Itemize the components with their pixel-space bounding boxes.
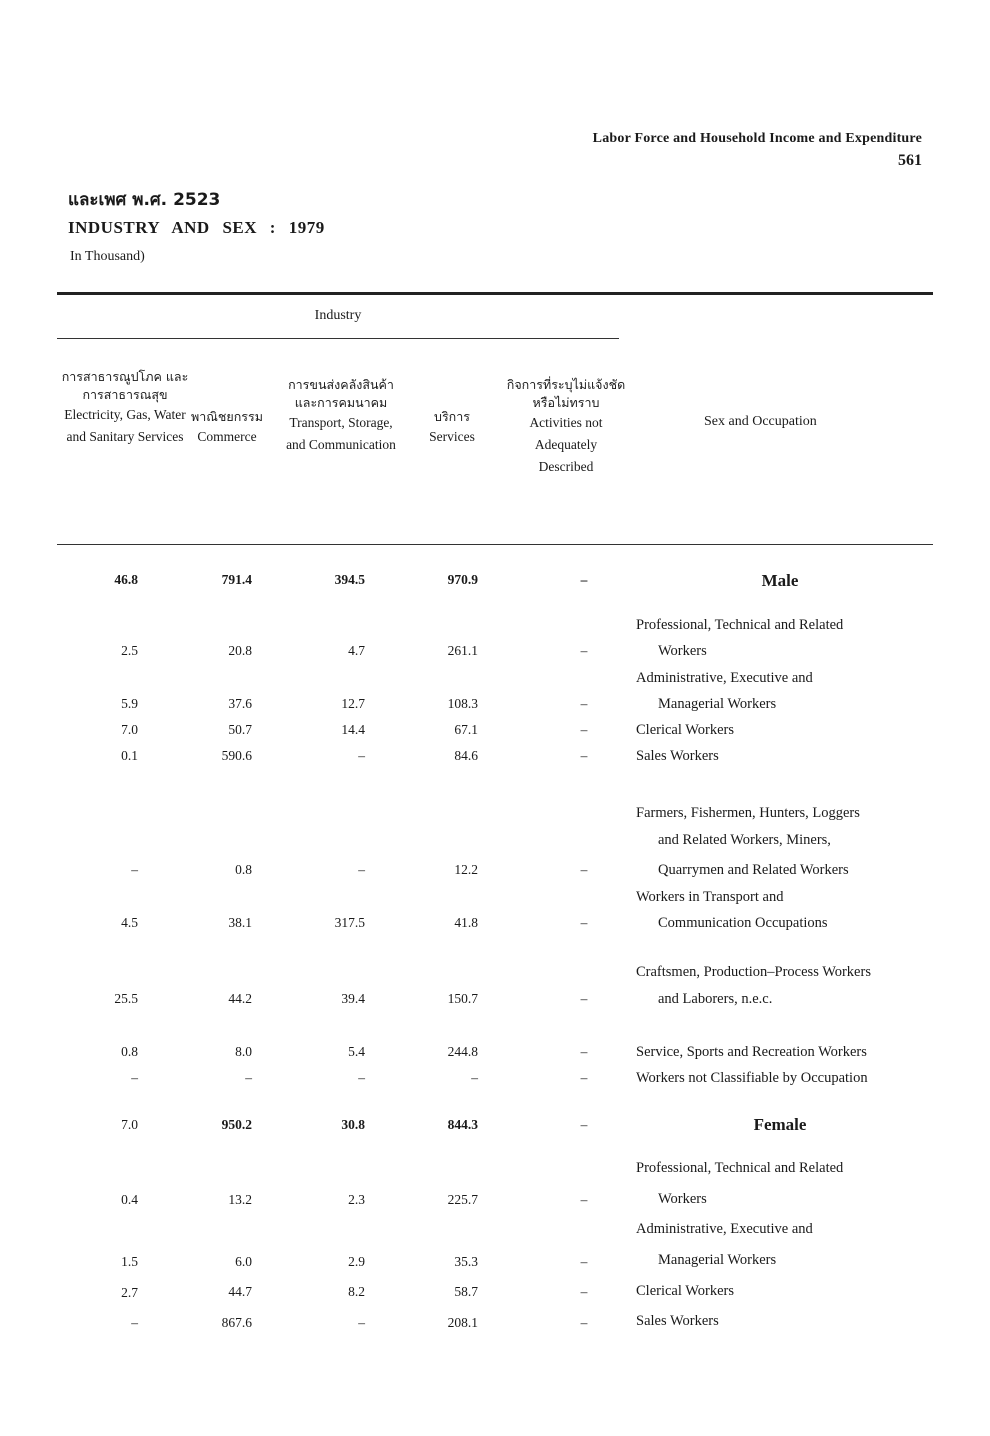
table-cell: –: [580, 991, 588, 1006]
column-header-transport: [280, 376, 402, 456]
table-cell: 44.7: [228, 1284, 252, 1299]
group-rule: [57, 338, 619, 339]
table-cell: 0.4: [121, 1192, 138, 1207]
column-header-services: [412, 408, 492, 448]
row-label: Farmers, Fishermen, Hunters, Loggers: [636, 805, 860, 821]
table-title: INDUSTRY AND SEX : 1979: [68, 218, 325, 237]
table-cell: 39.4: [341, 991, 365, 1006]
table-cell: –: [580, 572, 588, 587]
row-label: Clerical Workers: [636, 1283, 735, 1299]
column-header-english: Electricity, Gas, Water and Sanitary Services: [64, 407, 186, 444]
table-cell: –: [131, 1070, 138, 1085]
column-header-sex-occupation: Sex and Occupation: [704, 414, 817, 429]
section-heading-male: Male: [761, 571, 799, 590]
row-label: and Laborers, n.e.c.: [658, 991, 773, 1007]
table-cell: 67.1: [454, 722, 478, 737]
table-cell: 8.2: [348, 1284, 365, 1299]
column-header-thai: พาณิชยกรรม: [191, 409, 263, 424]
table-cell: –: [580, 643, 588, 658]
column-header-not-described: [506, 376, 626, 478]
table-cell: 394.5: [334, 572, 365, 587]
table-cell: –: [580, 722, 588, 737]
table-cell: 244.8: [447, 1044, 478, 1059]
table-cell: 38.1: [228, 915, 252, 930]
row-label: Administrative, Executive and: [636, 1221, 813, 1237]
table-cell: 5.4: [348, 1044, 365, 1059]
table-cell: 41.8: [454, 915, 478, 930]
section-heading-female: Female: [753, 1115, 807, 1134]
table-cell: –: [245, 1070, 252, 1085]
table-cell: –: [580, 915, 588, 930]
table-cell: 6.0: [235, 1254, 252, 1269]
table-cell: 30.8: [341, 1117, 365, 1132]
column-header-english: Commerce: [197, 429, 257, 444]
table-cell: –: [580, 1044, 588, 1059]
thai-title: และเพศ พ.ศ. 2523: [68, 190, 221, 210]
table-cell: 46.8: [114, 572, 138, 587]
column-header-english: Activities not Adequately Described: [529, 415, 603, 474]
row-label: Quarrymen and Related Workers: [658, 862, 849, 878]
table-cell: 225.7: [447, 1192, 478, 1207]
table-cell: 791.4: [221, 572, 252, 587]
table-cell: 7.0: [121, 722, 138, 737]
table-cell: 590.6: [221, 748, 252, 763]
table-cell: 0.8: [235, 862, 252, 877]
row-label: Sales Workers: [636, 748, 719, 764]
table-cell: 0.1: [121, 748, 138, 763]
table-cell: –: [131, 862, 138, 877]
row-label: Workers: [658, 643, 707, 659]
table-cell: –: [358, 1070, 365, 1085]
row-label: Managerial Workers: [658, 696, 777, 712]
table-cell: 25.5: [114, 991, 138, 1006]
table-cell: 20.8: [228, 643, 252, 658]
table-cell: 108.3: [447, 696, 478, 711]
table-cell: –: [471, 1070, 478, 1085]
row-label: Craftsmen, Production–Process Workers: [636, 964, 871, 980]
table-cell: 8.0: [235, 1044, 252, 1059]
table-cell: 867.6: [221, 1315, 252, 1330]
column-header-thai: การสาธารณูปโภค และการสาธารณสุข: [61, 369, 189, 402]
table-cell: 12.7: [341, 696, 365, 711]
row-label: Clerical Workers: [636, 722, 735, 738]
table-cell: 2.5: [121, 643, 138, 658]
table-cell: –: [580, 1315, 588, 1330]
table-cell: 44.2: [228, 991, 252, 1006]
table-cell: 2.9: [348, 1254, 365, 1269]
column-header-thai: กิจการที่ระบุไม่แจ้งชัดหรือไม่ทราบ: [506, 377, 626, 410]
table-cell: 0.8: [121, 1044, 138, 1059]
unit-note: In Thousand): [70, 249, 145, 264]
table-cell: –: [358, 748, 365, 763]
row-label: Communication Occupations: [658, 915, 828, 931]
table-cell: 4.5: [121, 915, 138, 930]
table-cell: –: [580, 696, 588, 711]
industry-group-label: Industry: [314, 308, 362, 323]
table-cell: –: [131, 1315, 138, 1330]
table-cell: –: [580, 1254, 588, 1269]
table-cell: 2.7: [121, 1285, 138, 1300]
row-label: Administrative, Executive and: [636, 670, 813, 686]
table-cell: 5.9: [121, 696, 138, 711]
row-label: Professional, Technical and Related: [636, 1160, 844, 1176]
table-cell: 844.3: [447, 1117, 478, 1132]
table-cell: 12.2: [454, 862, 478, 877]
top-rule: [57, 292, 933, 295]
table-cell: 50.7: [228, 722, 252, 737]
table-cell: 7.0: [121, 1117, 138, 1132]
column-header-thai: บริการ: [434, 409, 470, 424]
table-cell: 58.7: [454, 1284, 478, 1299]
row-label: Workers: [658, 1191, 707, 1207]
column-header-utilities: [57, 368, 193, 448]
row-label: Service, Sports and Recreation Workers: [636, 1044, 867, 1060]
table-cell: 970.9: [447, 572, 478, 587]
row-label: Professional, Technical and Related: [636, 617, 844, 633]
table-cell: –: [580, 1284, 588, 1299]
table-cell: –: [358, 1315, 365, 1330]
column-header-thai: การขนส่งคลังสินค้า และการคมนาคม: [288, 377, 394, 410]
row-label: Workers in Transport and: [636, 889, 784, 905]
table-cell: 1.5: [121, 1254, 138, 1269]
table-cell: 950.2: [221, 1117, 252, 1132]
row-label: Workers not Classifiable by Occupation: [636, 1070, 868, 1086]
row-label: Sales Workers: [636, 1313, 719, 1329]
table-cell: 14.4: [341, 722, 365, 737]
table-cell: –: [358, 862, 365, 877]
column-header-commerce: [178, 408, 276, 448]
table-cell: –: [580, 748, 588, 763]
page-number: 561: [898, 152, 922, 169]
table-cell: 84.6: [454, 748, 478, 763]
table-cell: 4.7: [348, 643, 365, 658]
running-title: Labor Force and Household Income and Expenditure: [592, 131, 922, 146]
table-cell: 13.2: [228, 1192, 252, 1207]
table-cell: 261.1: [447, 643, 478, 658]
row-label: and Related Workers, Miners,: [658, 832, 831, 848]
table-cell: 2.3: [348, 1192, 365, 1207]
table-cell: –: [580, 1192, 588, 1207]
table-cell: –: [580, 1070, 588, 1085]
table-cell: 317.5: [334, 915, 365, 930]
row-label: Managerial Workers: [658, 1252, 777, 1268]
header-bottom-rule: [57, 544, 933, 545]
table-cell: 37.6: [228, 696, 252, 711]
table-cell: 208.1: [447, 1315, 478, 1330]
table-cell: –: [580, 862, 588, 877]
column-header-english: Transport, Storage, and Communication: [286, 415, 396, 452]
table-cell: –: [580, 1117, 588, 1132]
table-cell: 35.3: [454, 1254, 478, 1269]
column-header-english: Services: [429, 429, 475, 444]
table-cell: 150.7: [447, 991, 478, 1006]
